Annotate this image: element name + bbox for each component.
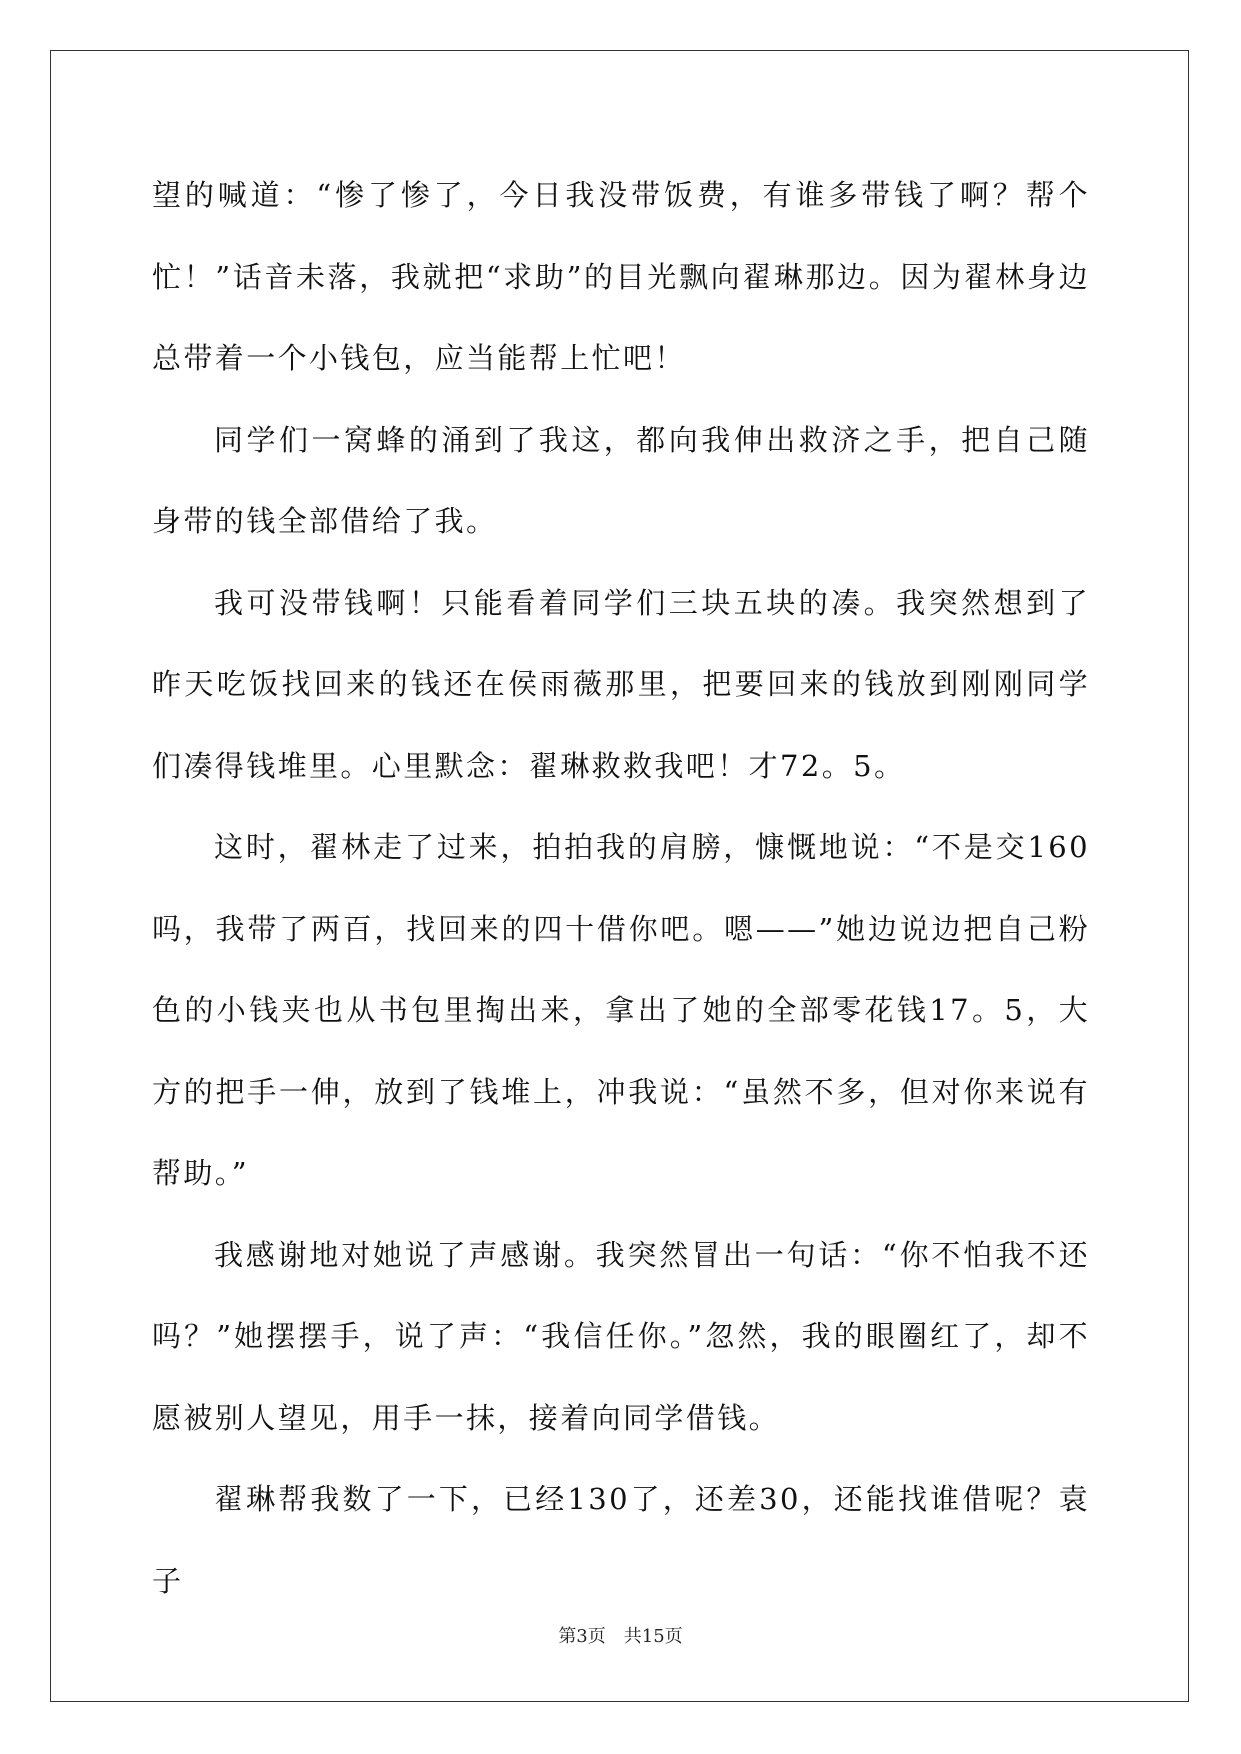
- paragraph: 这时，翟林走了过来，拍拍我的肩膀，慷慨地说：“不是交160吗，我带了两百，找回来的四十借你吧。嗯——”她边说边把自己粉色的小钱夹也从书包里掏出来，拿出了她的全部零花钱17。5，大方的把手一伸，放到了钱堆上，冲我说：“虽然不多，但对你来说有帮助。”: [152, 830, 1090, 1190]
- page-total: 共15页: [623, 1626, 683, 1647]
- page-footer: [0, 1622, 1241, 1648]
- paragraph: 我可没带钱啊！只能看着同学们三块五块的凑。我突然想到了昨天吃饭找回来的钱还在侯雨薇那里，把要回来的钱放到刚刚同学们凑得钱堆里。心里默念：翟琳救救我吧！才72。5。: [152, 585, 1090, 783]
- paragraph: 望的喊道：“惨了惨了，今日我没带饭费，有谁多带钱了啊？帮个忙！”话音未落，我就把“求助”的目光飘向翟琳那边。因为翟林身边总带着一个小钱包，应当能帮上忙吧！: [152, 178, 1090, 375]
- paragraph: 翟琳帮我数了一下，已经130了，还差30，还能找谁借呢？袁子: [152, 1482, 1090, 1598]
- paragraph: 同学们一窝蜂的涌到了我这，都向我伸出救济之手，把自己随身带的钱全部借给了我。: [152, 422, 1090, 538]
- document-body: [152, 155, 1090, 1622]
- paragraph: 我感谢地对她说了声感谢。我突然冒出一句话：“你不怕我不还吗？”她摆摆手，说了声：“我信任你。”忽然，我的眼圈红了，却不愿被别人望见，用手一抹，接着向同学借钱。: [152, 1237, 1090, 1435]
- page-number: 第3页: [558, 1626, 606, 1647]
